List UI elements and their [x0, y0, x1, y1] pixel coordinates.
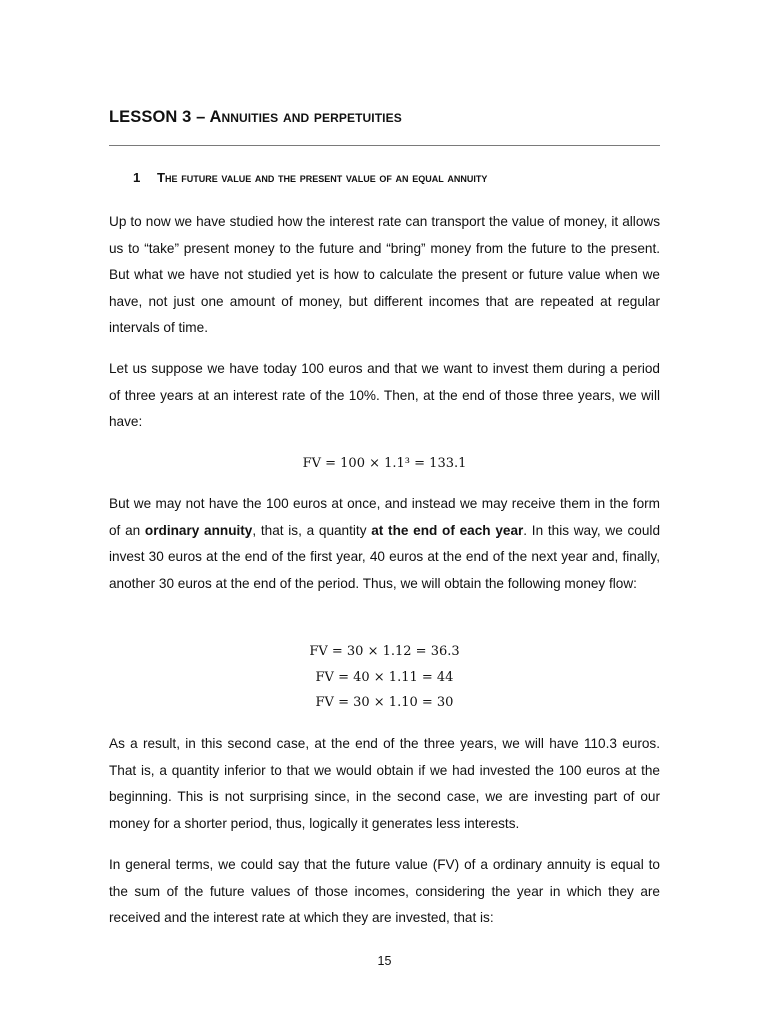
equation-flow-year-1: FV = 30 × 1.12 = 36.3: [309, 644, 460, 659]
paragraph-ordinary-annuity: [109, 491, 660, 597]
paragraph-general-terms: In general terms, we could say that the future value (FV) of a ordinary annuity is equal to the sum of the future values of those incomes, considering the year in which they are received and the interest rate at which they are invested, that is:: [109, 857, 660, 926]
equation-flow-year-3: FV = 30 × 1.10 = 30: [315, 695, 454, 710]
annuity-text-2: , that is, a quantity: [252, 522, 372, 538]
equation-flow-year-2: FV = 40 × 1.11 = 44: [315, 670, 454, 685]
paragraph-result: As a result, in this second case, at the end of the three years, we will have 110.3 euros. That is, a quantity inferior to that we would obtain if we had invested the 100 euros at the beginning. This is not surprising since, in the second case, we are investing part of our money for a shorter period, thus, logically it generates less interests.: [109, 736, 660, 831]
paragraph-intro: Up to now we have studied how the interest rate can transport the value of money, it allows us to “take” present money to the future and “bring” money from the future to the present. But what we have not studied yet is how to calculate the present or future value when we have, not just one amount of money, but different incomes that are repeated at regular intervals of time.: [109, 214, 660, 336]
section-number: 1: [133, 170, 141, 185]
annuity-term-bold: ordinary annuity: [144, 522, 253, 538]
title-divider: [109, 145, 660, 146]
annuity-timing-bold: at the end of each year: [371, 522, 524, 538]
annuity-text-1: But we may not have the 100 euros at once, and instead we may receive them in the form of an: [109, 496, 660, 538]
annuity-text-3: . In this way, we could invest 30 euros at the end of the first year, 40 euros at the end of the next year and, finally, another 30 euros at the end of the period. Thus, we will obtain the following money flow:: [109, 522, 661, 591]
paragraph-example: Let us suppose we have today 100 euros and that we want to invest them during a period of three years at an interest rate of the 10%. Then, at the end of those three years, we will have:: [109, 361, 660, 430]
section-heading: [133, 170, 487, 185]
lesson-title: LESSON 3 – Annuities and perpetuities: [109, 108, 402, 126]
section-heading-text: The future value and the present value of an equal annuity: [157, 170, 488, 185]
page-number: 15: [377, 954, 392, 968]
equation-future-value-lump: FV = 100 × 1.1³ = 133.1: [302, 456, 467, 471]
